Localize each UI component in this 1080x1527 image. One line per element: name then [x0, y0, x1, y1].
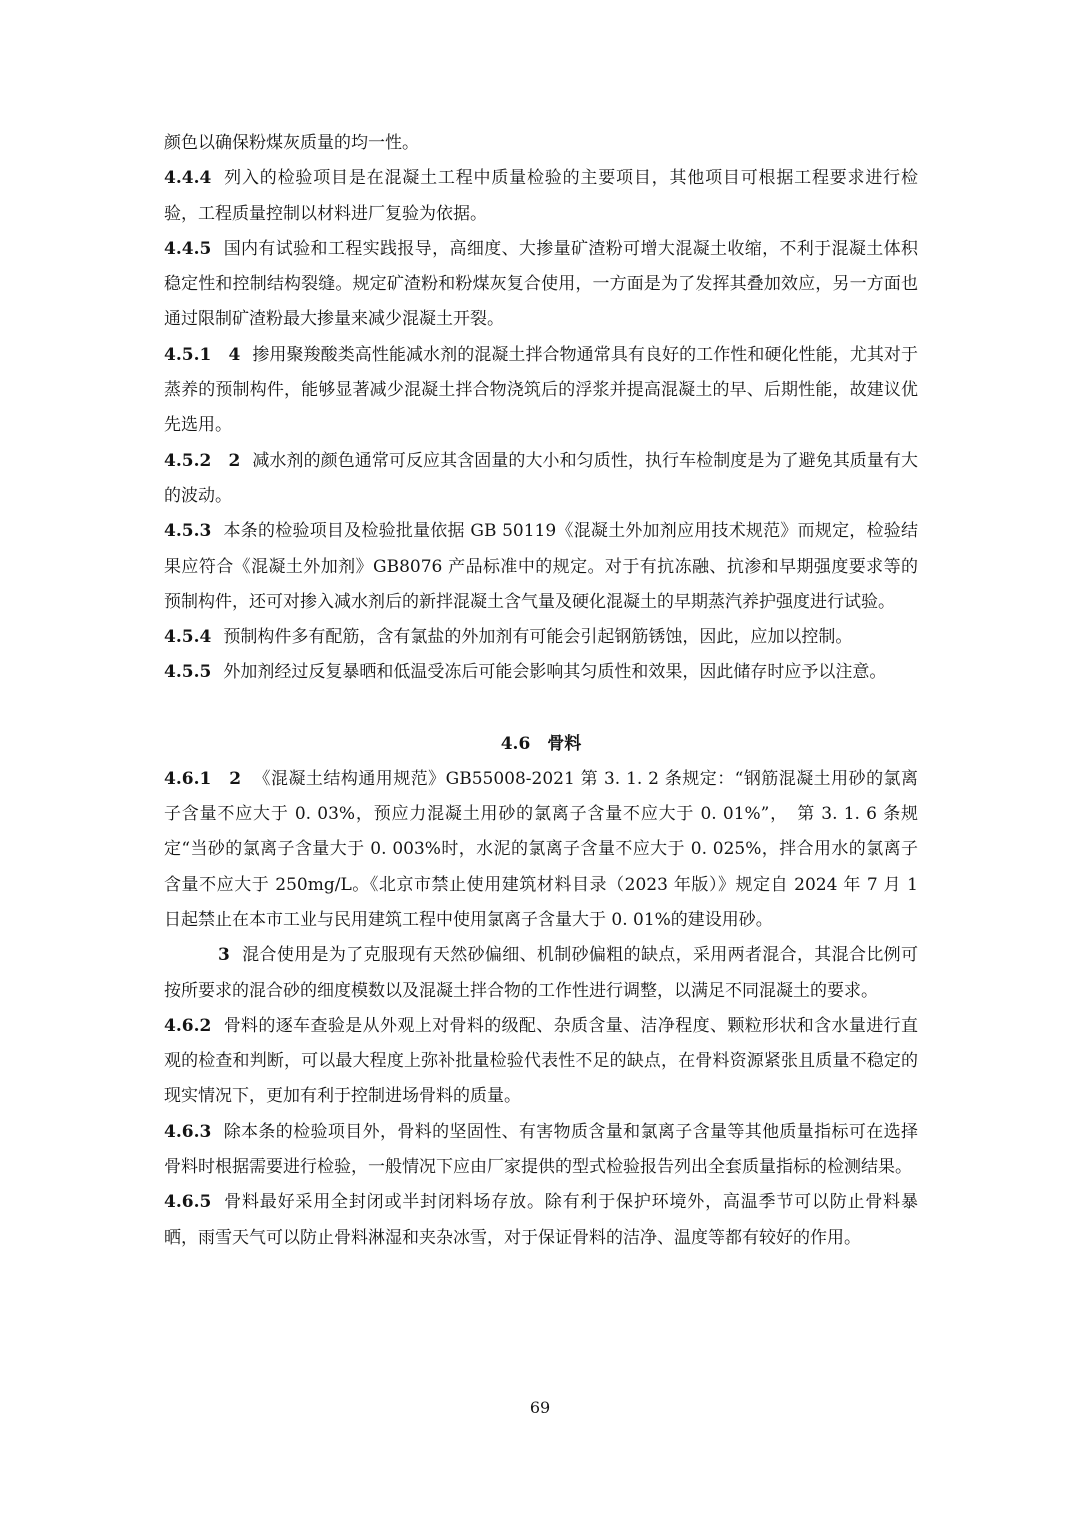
clause-number: 4.5.1 4	[164, 344, 241, 365]
page-number: 69	[529, 1398, 551, 1417]
clause-4-6-5	[164, 1185, 918, 1256]
clause-number: 4.4.4	[164, 168, 212, 189]
clause-number: 4.5.2 2	[164, 450, 241, 471]
clause-text: 减水剂的颜色通常可反应其含固量的大小和匀质性，执行车检制度是为了避免其质量有大的波动。	[164, 450, 919, 506]
clause-text: 列入的检验项目是在混凝土工程中质量检验的主要项目，其他项目可根据工程要求进行检验，工程质量控制以材料进厂复验为依据。	[164, 168, 918, 224]
paragraph-continuation: 颜色以确保粉煤灰质量的均一性。	[164, 133, 419, 153]
clause-number: 4.5.4	[164, 627, 212, 648]
clause-4-6-2	[164, 1009, 918, 1115]
clause-4-4-5	[164, 232, 918, 338]
clause-number: 4.6.3	[164, 1121, 212, 1142]
clause-text: 混合使用是为了克服现有天然砂偏细、机制砂偏粗的缺点，采用两者混合，其混合比例可按所要求的混合砂的细度模数以及混凝土拌合物的工作性进行调整，以满足不同混凝土的要求。	[164, 945, 918, 1001]
clause-4-5-1	[164, 338, 918, 444]
clause-4-6-1	[164, 762, 918, 938]
clause-text: 外加剂经过反复暴晒和低温受冻后可能会影响其匀质性和效果，因此储存时应予以注意。	[223, 662, 887, 683]
clause-4-6-1-item-3	[164, 938, 918, 1009]
clause-text: 除本条的检验项目外，骨料的坚固性、有害物质含量和氯离子含量等其他质量指标可在选择骨料时根据需要进行检验，一般情况下应由厂家提供的型式检验报告列出全套质量指标的检测结果。	[164, 1121, 918, 1178]
clause-number: 4.4.5	[164, 238, 212, 259]
clause-number: 3	[218, 945, 230, 966]
clause-number: 4.6.1 2	[164, 768, 242, 789]
clause-text: 国内有试验和工程实践报导，高细度、大掺量矿渣粉可增大混凝土收缩，不利于混凝土体积稳定性和控制结构裂缝。规定矿渣粉和粉煤灰复合使用，一方面是为了发挥其叠加效应，另一方面也通过限制矿渣粉最大掺量来减少混凝土开裂。	[164, 238, 918, 330]
clause-text: 骨料的逐车查验是从外观上对骨料的级配、杂质含量、洁净程度、颗粒形状和含水量进行直观的检查和判断，可以最大程度上弥补批量检验代表性不足的缺点，在骨料资源紧张且质量不稳定的现实情况下，更加有利于控制进场骨料的质量。	[164, 1015, 918, 1107]
clause-text: 掺用聚羧酸类高性能减水剂的混凝土拌合物通常具有良好的工作性和硬化性能，尤其对于蒸养的预制构件，能够显著减少混凝土拌合物浇筑后的浮浆并提高混凝土的早、后期性能，故建议优先选用。	[164, 344, 919, 436]
clause-text: 预制构件多有配筋，含有氯盐的外加剂有可能会引起钢筋锈蚀，因此，应加以控制。	[223, 627, 853, 648]
clause-4-5-4	[164, 620, 918, 655]
section-heading: 4.6 骨料	[500, 733, 582, 754]
section-spacer	[164, 691, 918, 727]
clause-text: 《混凝土结构通用规范》GB55008-2021 第 3. 1. 2 条规定：“钢筋混凝土用砂的氯离子含量不应大于 0. 03%，预应力混凝土用砂的氯离子含量不应大于 0. 01%”， 第 3. 1. 6 条规定“当砂的氯离子含量大于 0. 003%时，水泥的氯离子含量不应大于 0. 025%，拌合用水的氯离子含量不应大于 250mg/L。《北京市禁止使用建筑材料目录（2023 年版）》规定自 2024 年 7 月 1 日起禁止在本市工业与民用建筑工程中使用氯离子含量大于 0. 01%的建设用砂。	[164, 768, 918, 930]
clause-4-5-5	[164, 655, 918, 690]
clause-4-6-3	[164, 1115, 918, 1186]
clause-4-4-4	[164, 161, 918, 232]
clause-4-5-2	[164, 444, 918, 515]
clause-number: 4.5.5	[164, 662, 212, 683]
document-body	[164, 126, 918, 1256]
clause-number: 4.5.3	[164, 521, 212, 542]
clause-4-5-3	[164, 514, 918, 620]
clause-text: 骨料最好采用全封闭或半封闭料场存放。除有利于保护环境外，高温季节可以防止骨料暴晒，雨雪天气可以防止骨料淋湿和夹杂冰雪，对于保证骨料的洁净、温度等都有较好的作用。	[164, 1192, 918, 1248]
clause-number: 4.6.5	[164, 1192, 212, 1213]
clause-number: 4.6.2	[164, 1015, 212, 1036]
clause-text: 本条的检验项目及检验批量依据 GB 50119《混凝土外加剂应用技术规范》而规定，检验结果应符合《混凝土外加剂》GB8076 产品标准中的规定。对于有抗冻融、抗渗和早期强度要求等的预制构件，还可对掺入减水剂后的新拌混凝土含气量及硬化混凝土的早期蒸汽养护强度进行试验。	[164, 521, 918, 612]
